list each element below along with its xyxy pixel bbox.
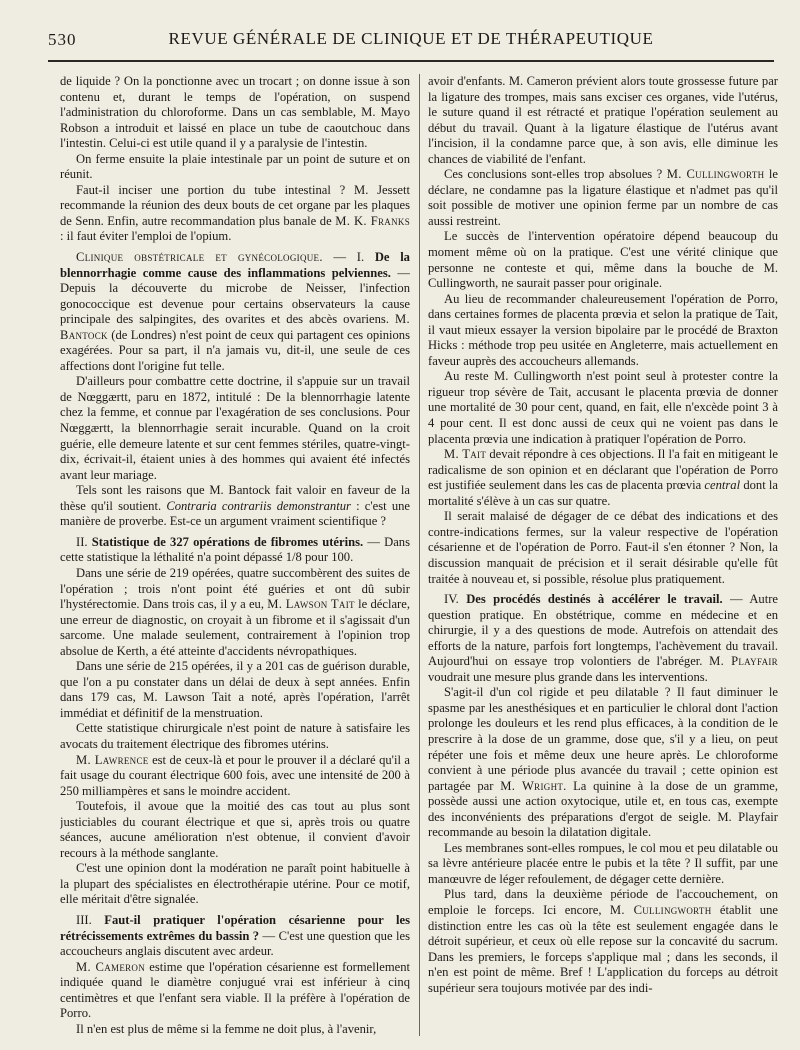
author-name: M. Cullingworth <box>609 902 712 917</box>
paragraph: Le succès de l'intervention opératoire dépend beaucoup du moment même où on la pratique. C'est une vérité clinique que personne ne conteste et qui, même dans la bouche de M. Cullingworth, ne saurait passer pour originale. <box>428 229 778 291</box>
section-label: Clinique obstétricale et gynécologique. <box>76 250 323 265</box>
paragraph: C'est une opinion dont la modération ne paraît point habituelle à la plupart des spécialistes en électrothérapie utérine. Pour ce motif, elle méritait d'être signalée. <box>60 861 410 907</box>
section-title: Des procédés destinés à accélérer le travail. <box>466 592 723 607</box>
section-title: Faut-il pratiquer l'opération césarienne pour les rétrécissements extrêmes du bassin ? <box>60 912 410 943</box>
paragraph: Dans une série de 215 opérées, il y a 201 cas de guérison durable, que l'on a pu constater dans un délai de deux à sept années. Enfin dans 179 cas, M. Lawson Tait a noté, après l'opération, l'arrêt immédiat et définitif de la menstruation. <box>60 659 410 720</box>
section-heading-paragraph: II. Statistique de 327 opérations de fibromes utérins. — Dans cette statistique la léthalité n'a point dépassé 1/8 pour 100. <box>60 534 410 565</box>
author-name: M. Wright <box>500 778 564 793</box>
section-heading-paragraph: Clinique obstétricale et gynécologique. — I. De la blennorrhagie comme cause des inflammations pelviennes. — Depuis la découverte du microbe de Neisser, l'infection gonococcique est devenue pour certains observateurs la cause principale des salpingites, des ovarites et des abcès ovariens. M. Bantock (de Londres) n'est point de ceux qui partagent ces opinions exagérées. Pour sa part, il n'a jamais vu, dit-il, une seule de ces affections dont l'origine fut telle. <box>60 250 410 373</box>
section-title: De la blennorrhagie comme cause des inflammations pelviennes. <box>60 250 410 280</box>
left-column <box>60 74 410 1036</box>
paragraph: D'ailleurs pour combattre cette doctrine, il s'appuie sur un travail de Nœggærtt, paru en 1872, intitulé : De la blennorrhagie latente chez la femme, et connue par l'exagération de ses conclusions. Pour Nœggærtt, la blennorrhagie serait incurable. Quand on la croit guérie, elle demeure latente et sur cent femmes stériles, quatre-vingt-dix, écrivait-il, étaient unies à des hommes qui avaient été infectés avant leur mariage. <box>60 374 410 482</box>
right-column <box>428 74 778 1036</box>
author-name: M. Cullingworth <box>666 167 765 182</box>
paragraph: Il n'en est plus de même si la femme ne doit plus, à l'avenir, <box>76 1021 377 1036</box>
paragraph: Plus tard, dans la deuxième période de l'accouchement, on emploie le forceps. Ici encore, M. Cullingworth établit une distinction entre les cas où la tête est seulement engagée dans le détroit supérieur, et ceux où elle repose sur la concavité du sacrum. Dans les premiers, le forceps s'applique mal ; dans les seconds, il n'en est point de même. Bref ! L'application du forceps au détroit supérieur sera toujours motivée par des indi- <box>428 887 778 995</box>
author-name: M. Lawson Tait <box>267 597 355 612</box>
paragraph: Ces conclusions sont-elles trop absolues ? M. Cullingworth le déclare, ne condamne pas la ligature élastique et n'admet pas qu'il soit possible de motiver une opinion ferme par un nombre de cas aussi restreint. <box>428 167 778 228</box>
section-title: Statistique de 327 opérations de fibromes utérins. <box>91 534 364 549</box>
paragraph: Toutefois, il avoue que la moitié des cas tout au plus sont justiciables du courant électrique et que si, après trois ou quatre séances, aucune amélioration n'est obtenue, il convient d'avoir recours à la méthode sanglante. <box>60 799 410 860</box>
author-name: M. Lawrence <box>76 752 149 767</box>
paragraph: M. Tait devait répondre à ces objections. Il l'a fait en mitigeant le radicalisme de son opinion et en déclarant que l'opération de Porro est justifiée seulement dans les cas de placenta prœvia central dont la mortalité s'élève à un cas sur quatre. <box>428 447 778 508</box>
author-name: M. Playfair <box>709 654 778 669</box>
page-number: 530 <box>48 30 77 49</box>
paragraph: M. Lawrence est de ceux-là et pour le prouver il a déclaré qu'il a fait usage du courant électrique 600 fois, avec une intensité de 200 à 250 milliampères et sans le moindre accident. <box>60 752 410 798</box>
paragraph: de liquide ? On la ponctionne avec un trocart ; on donne issue à son contenu et, durant le temps de l'opération, on suspend l'administration du chloroforme. Dans un cas semblable, M. Mayo Robson a introduit et laissé en place un tube de caoutchouc dans l'intestin. Celui-ci est utile quand il y a paralysie de l'intestin. <box>60 74 410 151</box>
page-header <box>48 26 774 62</box>
author-name: M. Cameron <box>76 959 146 974</box>
paragraph: Il serait malaisé de dégager de ce débat des indications et des contre-indications fermes, sur la valeur respective de l'opération césarienne et de l'opération de Porro. Faut-il s'en étonner ? Non, la discussion manquait de précision et il serait désirable qu'elle fût traitée à nouveau et, si possible, résolue plus pratiquement. <box>428 509 778 586</box>
author-name: M. K. Franks <box>335 213 410 228</box>
latin-quote: Contraria contrariis demonstrantur <box>166 498 351 513</box>
paragraph: Tels sont les raisons que M. Bantock fait valoir en faveur de la thèse qu'il soutient. Contraria contrariis demonstrantur : c'est une manière de proverbe. Est-ce un argument vraiment scientifique ? <box>60 483 410 529</box>
column-rule <box>419 74 420 1036</box>
section-heading-paragraph: IV. Des procédés destinés à accélérer le travail. — Autre question pratique. En obstétrique, comme en médecine et en chirurgie, il y a des questions de mode. Autrefois on attendait des efforts de la nature, parfois fort longtemps, l'achèvement du travail. Aujourd'hui on essaye trop volontiers de l'abréger. M. Playfair voudrait une mesure plus grande dans les interventions. <box>428 592 778 684</box>
paragraph: avoir d'enfants. M. Cameron prévient alors toute grossesse future par la ligature des trompes, mais sans exciser ces organes, vide l'utérus, le suture quand il est rétracté et pratique l'opération seulement au début du travail. Quant à la ligature élastique de l'utérus avant l'incision, il la condamne parce que, à son avis, elle diminue les chances de viabilité de l'enfant. <box>428 74 778 166</box>
two-column-body <box>60 74 778 1036</box>
author-name: M. Bantock <box>60 312 410 342</box>
paragraph: Faut-il inciser une portion du tube intestinal ? M. Jessett recommande la réunion des deux bouts de cet organe par les plaques de Senn. Enfin, autre recommandation plus banale de M. K. Franks : il faut éviter l'emploi de l'opium. <box>60 182 410 244</box>
running-title: REVUE GÉNÉRALE DE CLINIQUE ET DE THÉRAPEUTIQUE <box>168 29 654 48</box>
paragraph: Les membranes sont-elles rompues, le col mou et peu dilatable ou sa lèvre antérieure placée entre le pubis et la tête ? Il suffit, par une manœuvre de léger refoulement, de dégager cette dernière. <box>428 840 778 886</box>
italic-term: central <box>704 478 741 493</box>
paragraph: On ferme ensuite la plaie intestinale par un point de suture et on réunit. <box>60 151 410 182</box>
author-name: M. Tait <box>444 447 487 462</box>
section-heading-paragraph: III. Faut-il pratiquer l'opération césarienne pour les rétrécissements extrêmes du bassin ? — C'est une question que les accoucheurs anglais discutent avec ardeur. <box>60 912 410 959</box>
paragraph: Au lieu de recommander chaleureusement l'opération de Porro, dans certaines formes de placenta prœvia et selon la pratique de Tait, il vaut mieux essayer la version bipolaire par le procédé de Braxton Hicks : méthode trop peu usitée en Angleterre, mais actuellement en faveur auprès des accoucheurs allemands. <box>428 291 778 368</box>
paragraph: Cette statistique chirurgicale n'est point de nature à satisfaire les avocats du traitement électrique des fibromes utérins. <box>60 721 410 751</box>
paragraph: Au reste M. Cullingworth n'est point seul à protester contre la rigueur trop sévère de Tait, accusant le placenta prœvia de donner une mortalité de 30 pour cent, quand, en fait, elle n'excède point 3 à 4 pour cent. Il est donc aussi de ceux qui ne voient pas dans le placenta prœvia une indication à pratiquer l'opération de Porro. <box>428 369 778 446</box>
paragraph: S'agit-il d'un col rigide et peu dilatable ? Il faut diminuer le spasme par les anesthésiques et en particulier le chloral dont l'action prolonge les douleurs et les rend plus efficaces, à la condition de le prescrire à la dose de un gramme, dose que, s'il y a lieu, on peut répéter une fois et même deux une heure après. Le chloroforme convient à une période plus avancée du travail ; cette opinion est partagée par M. Wright. La quinine à la dose de un gramme, possède aussi une action oxytocique, utile et, en tous cas, exempte des inconvénients des préparations d'ergot de seigle. M. Playfair recommande au besoin la dilatation digitale. <box>428 685 778 840</box>
paragraph: M. Cameron estime que l'opération césarienne est formellement indiquée quand le diamètre conjugué vrai est inférieur à cinq centimètres et que l'enfant sera viable. Il la préfère à l'opération de Porro. <box>60 959 410 1021</box>
paragraph: Dans une série de 219 opérées, quatre succombèrent des suites de l'opération ; trois n'ont point été guéries et ont dû subir l'hystérectomie. Dans trois cas, il y a eu, M. Lawson Tait le déclare, une erreur de diagnostic, on croyait à un fibrome et il s'agissait d'un sarcome. Une malade seulement, contrairement à l'opinion trop absolue de Kerth, a été atteinte d'accidents névropathiques. <box>60 565 410 658</box>
